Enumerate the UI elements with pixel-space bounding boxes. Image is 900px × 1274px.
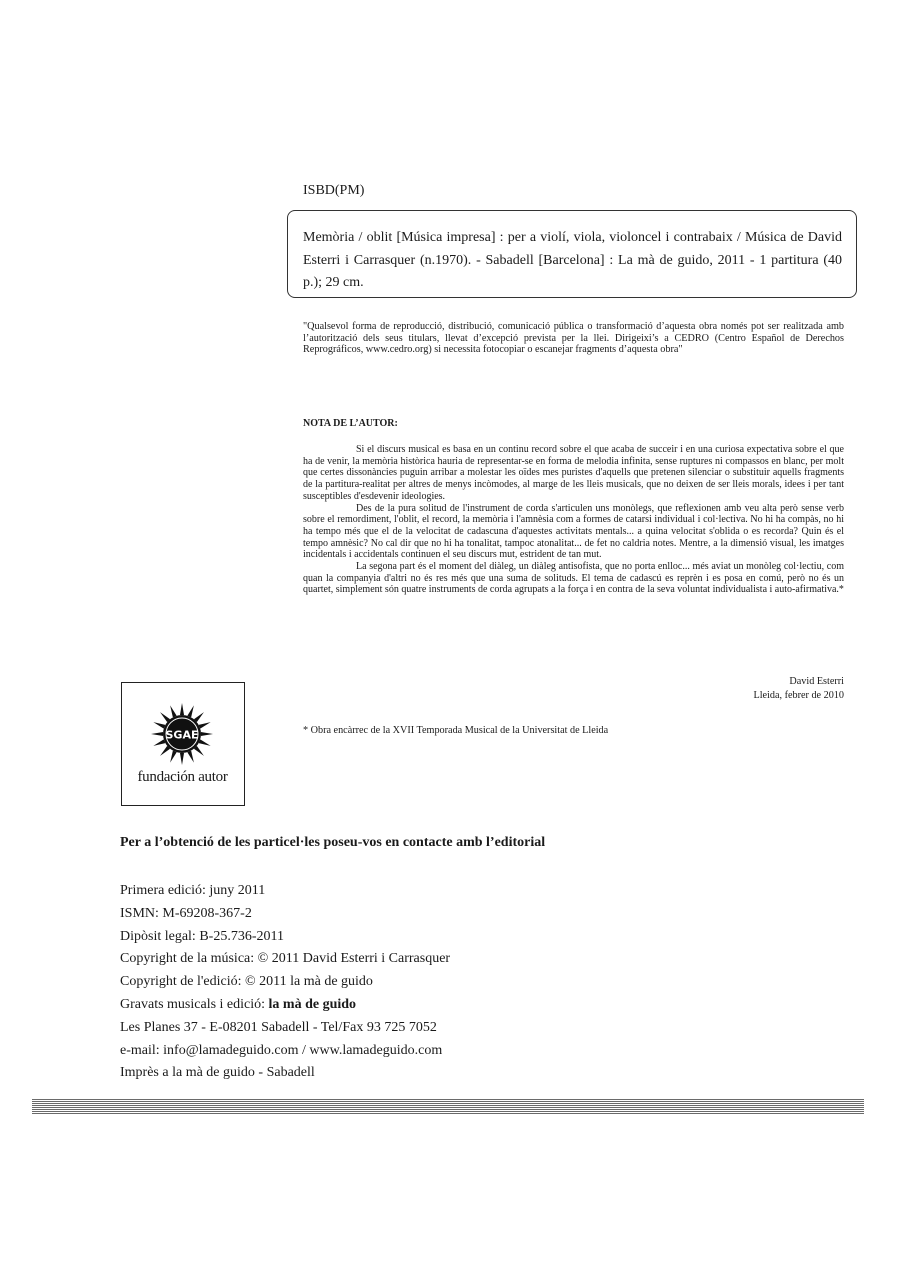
signature-name: David Esterri [789, 676, 844, 687]
first-edition: Primera edició: juny 2011 [120, 883, 266, 898]
engraving-label: Gravats musicals i edició: [120, 996, 269, 1012]
legal-notice: "Qualsevol forma de reproducció, distribució, comunicació pública o transformació d’aquesta obra només pot ser realitzada amb l’autorització dels seus titulars, llevat d’excepció prevista per la llei. Dirigeixi’s a CEDRO (Centro Español de Derechos Reprográficos, www.cedro.org) si necessita fotocopiar o escanejar fragments d’aquesta obra" [303, 321, 844, 356]
author-signature [600, 675, 844, 703]
sun-ray-icon [187, 705, 194, 717]
parts-availability-note: Per a l’obtenció de les particel·les poseu-vos en contacte amb l’editorial [120, 835, 546, 850]
sun-emblem-icon [149, 701, 215, 767]
author-note-heading: NOTA DE L’AUTOR: [303, 418, 398, 429]
author-note-paragraph: Si el discurs musical es basa en un continu record sobre el que acaba de succeir i en una curiosa expectativa sobre el que ha de venir, la memòria històrica hauria de representar-se en forma de melodia infinita, sense ruptures ni compassos en blanc, per molt que certes dissonàncies puguin arribar a molestar les oïdes mes puristes d'aquells que pretenen silenciar o substituir aquells fragments de la partitura-realitat per altres de menys incòmodes, al marge de les lleis musicals, que no deixen de ser lleis morals, idees i per tant susceptibles d'esdevenir ideologies. [303, 444, 844, 502]
catalog-entry-text: Memòria / oblit [Música impresa] : per a violí, viola, violoncel i contrabaix / Música de David Esterri i Carrasquer (n.1970). - Sabadell [Barcelona] : La mà de guido, 2011 - 1 partitura (40 p.); 29 cm. [303, 230, 842, 290]
engraving-publisher: la mà de guido [268, 996, 357, 1012]
publisher-address: Les Planes 37 - E-08201 Sabadell - Tel/Fax 93 725 7052 [120, 1019, 437, 1035]
logo-emblem-text: SGAE [165, 728, 199, 742]
sun-ray-icon [170, 751, 177, 763]
sun-ray-icon [151, 732, 163, 736]
publisher-contact: e-mail: info@lamadeguido.com / www.lamadeguido.com [120, 1042, 443, 1058]
music-copyright: Copyright de la música: © 2011 David Esterri i Carrasquer [120, 951, 451, 967]
engraving-line [120, 994, 450, 1017]
printer-line: Imprès a la mà de guido - Sabadell [120, 1065, 315, 1081]
footnote: * Obra encàrrec de la XVII Temporada Musical de la Universitat de Lleida [303, 725, 609, 736]
sun-ray-icon [180, 753, 184, 765]
edition-copyright: Copyright de l'edició: © 2011 la mà de guido [120, 974, 373, 990]
legal-deposit: Dipòsit legal: B-25.736-2011 [120, 928, 284, 944]
catalog-entry-box [287, 210, 857, 298]
author-note-body [303, 444, 844, 596]
fundacion-autor-logo [121, 682, 245, 806]
colophon [120, 880, 450, 1085]
author-note-paragraph: Des de la pura solitud de l'instrument de corda s'articulen uns monòlegs, que reflexionen amb veu alta però sense verb sobre el remordiment, l'oblit, el record, la memòria i l'amnèsia com a formes de catarsi individual i col·lectiva. No hi ha compàs, no hi ha tempo més que el de la velocitat de cadascuna d'aquestes activitats mentals... a quina velocitat s'oblida o es recorda? Quin és el tempo amnèsic? No cal dir que no hi ha tonalitat, tampoc atonalitat... de fet no caldria notes. Mentre, a la dimensió visual, les imatges incidentals i accidentals continuen el seu discurs mut, estrident de tan mut. [303, 502, 844, 561]
sun-ray-icon [180, 703, 184, 715]
bottom-rule-divider [32, 1099, 864, 1115]
sun-ray-icon [153, 722, 165, 729]
author-note-paragraph: La segona part és el moment del diàleg, un diàleg antisofista, que no porta enlloc... més aviat un monòleg col·lectiu, com quan la companyia d'altri no és res més que una suma de solituds. El tema de cadascú es reprèn i es posa en comú, però no és un quartet, simplement són quatre instruments de corda agrupats a la força i en contra de la seva voluntat individualista i auto-afirmativa.* [303, 561, 844, 596]
logo-caption: fundación autor [137, 769, 228, 785]
sun-ray-icon [187, 751, 194, 763]
sun-ray-icon [199, 739, 211, 746]
sun-ray-icon [199, 722, 211, 729]
isbd-label: ISBD(PM) [303, 183, 365, 198]
sun-ray-icon [201, 732, 213, 736]
signature-place-date: Lleida, febrer de 2010 [753, 690, 844, 701]
sun-ray-icon [170, 705, 177, 717]
sun-ray-icon [153, 739, 165, 746]
ismn: ISMN: M-69208-367-2 [120, 905, 252, 921]
